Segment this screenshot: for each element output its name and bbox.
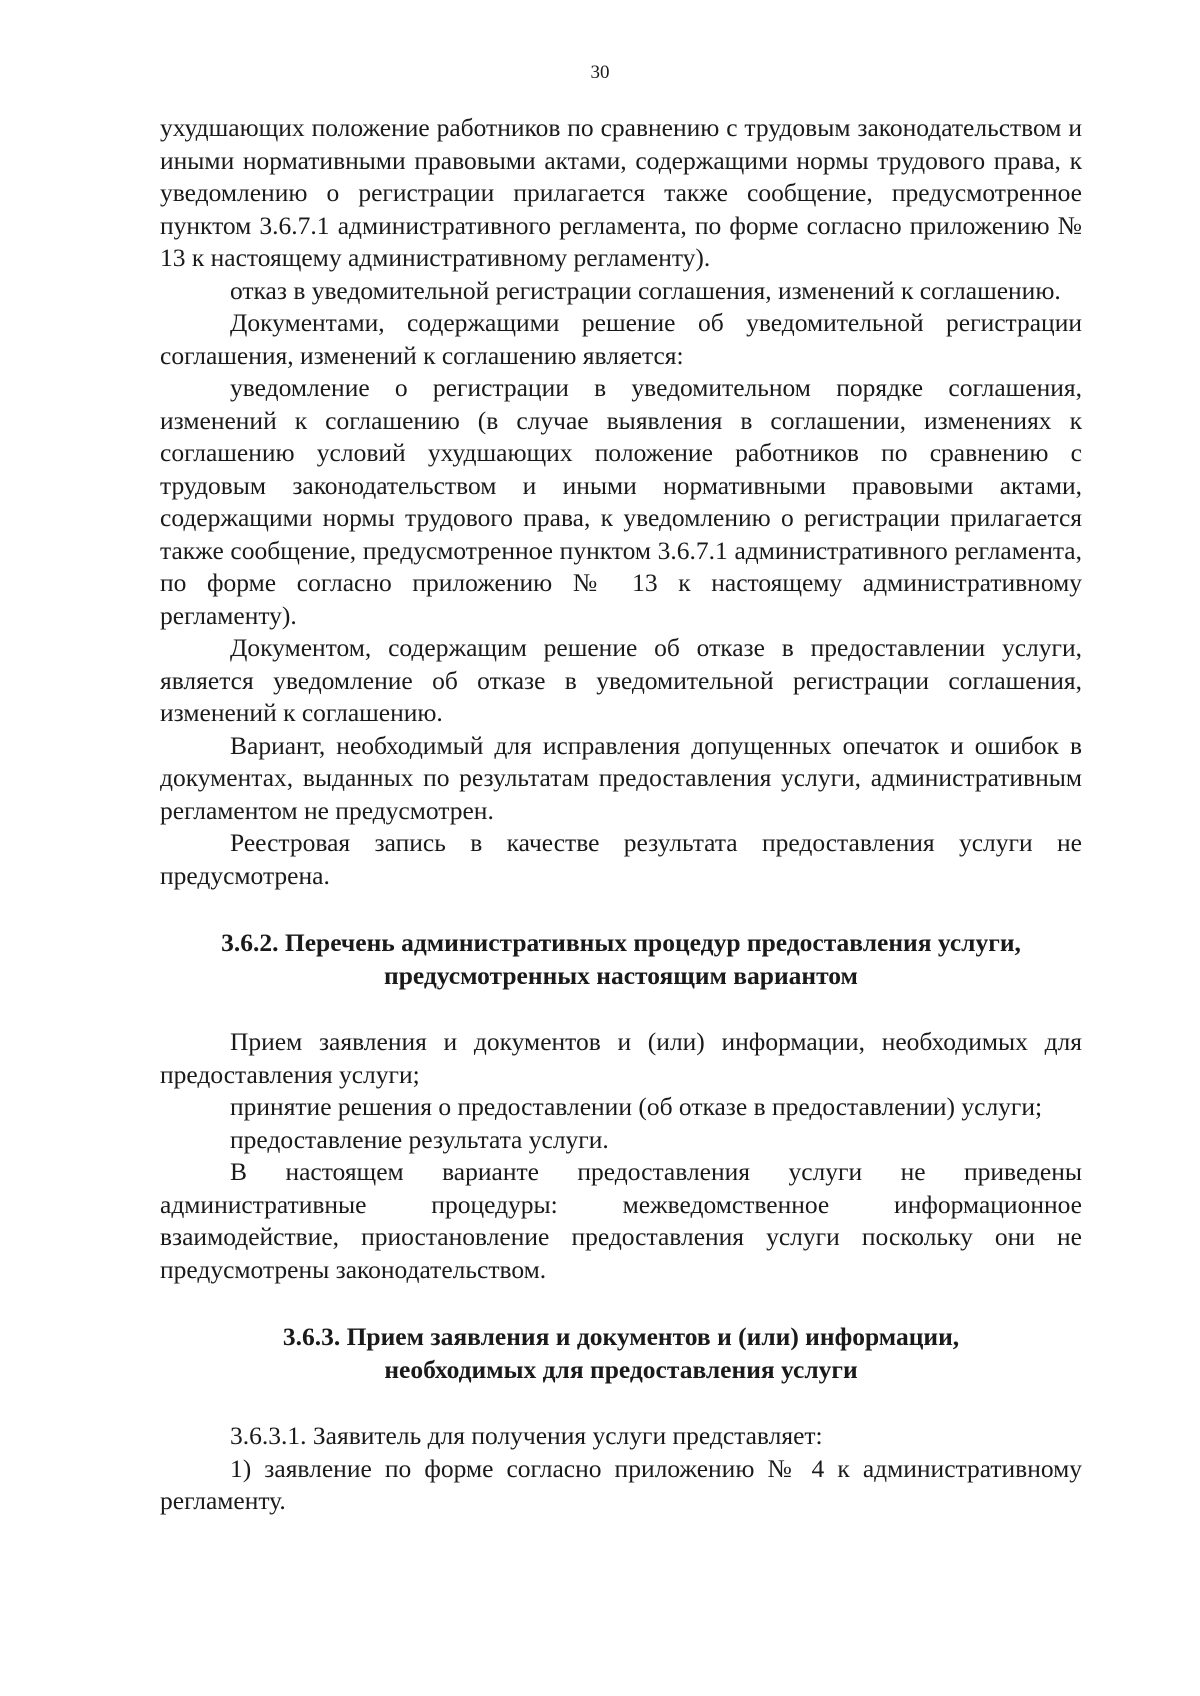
- paragraph: Документами, содержащими решение об уведомительной регистрации соглашения, изменений к соглашению является:: [160, 308, 1082, 370]
- paragraph: Реестровая запись в качестве результата предоставления услуги не предусмотрена.: [160, 828, 1082, 890]
- document-body: [160, 112, 1082, 1518]
- paragraph: В настоящем варианте предоставления услуги не приведены административные процедуры: межведомственное информационное взаимодействие, приостановление предоставления услуги поскольку они не предусмотрены законодательством.: [160, 1157, 1082, 1284]
- paragraph: отказ в уведомительной регистрации соглашения, изменений к соглашению.: [230, 275, 1061, 305]
- section-heading: 3.6.3. Прием заявления и документов и (или) информации, необходимых для предоставления услуги: [282, 1322, 960, 1384]
- page-number: 30: [590, 62, 610, 83]
- paragraph: ухудшающих положение работников по сравнению с трудовым законодательством и иными нормативными правовыми актами, содержащими нормы трудового права, к уведомлению о регистрации прилагается также сообщение, предусмотренное пунктом 3.6.7.1 административного регламента, по форме согласно приложению № 13 к настоящему административному регламенту).: [160, 113, 1082, 272]
- paragraph: Документом, содержащим решение об отказе в предоставлении услуги, является уведомление об отказе в уведомительной регистрации соглашения, изменений к соглашению.: [160, 633, 1082, 727]
- section-heading: 3.6.2. Перечень административных процедур предоставления услуги, предусмотренных настоящим вариантом: [221, 928, 1021, 990]
- paragraph: предоставление результата услуги.: [230, 1124, 609, 1154]
- paragraph: Вариант, необходимый для исправления допущенных опечаток и ошибок в документах, выданных по результатам предоставления услуги, административным регламентом не предусмотрен.: [160, 730, 1082, 825]
- paragraph: принятие решения о предоставлении (об отказе в предоставлении) услуги;: [230, 1092, 1043, 1121]
- paragraph: уведомление о регистрации в уведомительном порядке соглашения, изменений к соглашению (в случае выявления в соглашении, изменениях к соглашению условий ухудшающих положение работников по сравнению с трудовым законодательством и иными нормативными правовыми актами, содержащими нормы трудового права, к уведомлению о регистрации прилагается также сообщение, предусмотренное пунктом 3.6.7.1 административного регламента, по форме согласно приложению № 13 к настоящему административному регламенту).: [160, 373, 1082, 630]
- paragraph: 1) заявление по форме согласно приложению № 4 к административному регламенту.: [160, 1453, 1082, 1515]
- paragraph: Прием заявления и документов и (или) информации, необходимых для предоставления услуги;: [160, 1027, 1082, 1089]
- paragraph: 3.6.3.1. Заявитель для получения услуги представляет:: [230, 1421, 823, 1450]
